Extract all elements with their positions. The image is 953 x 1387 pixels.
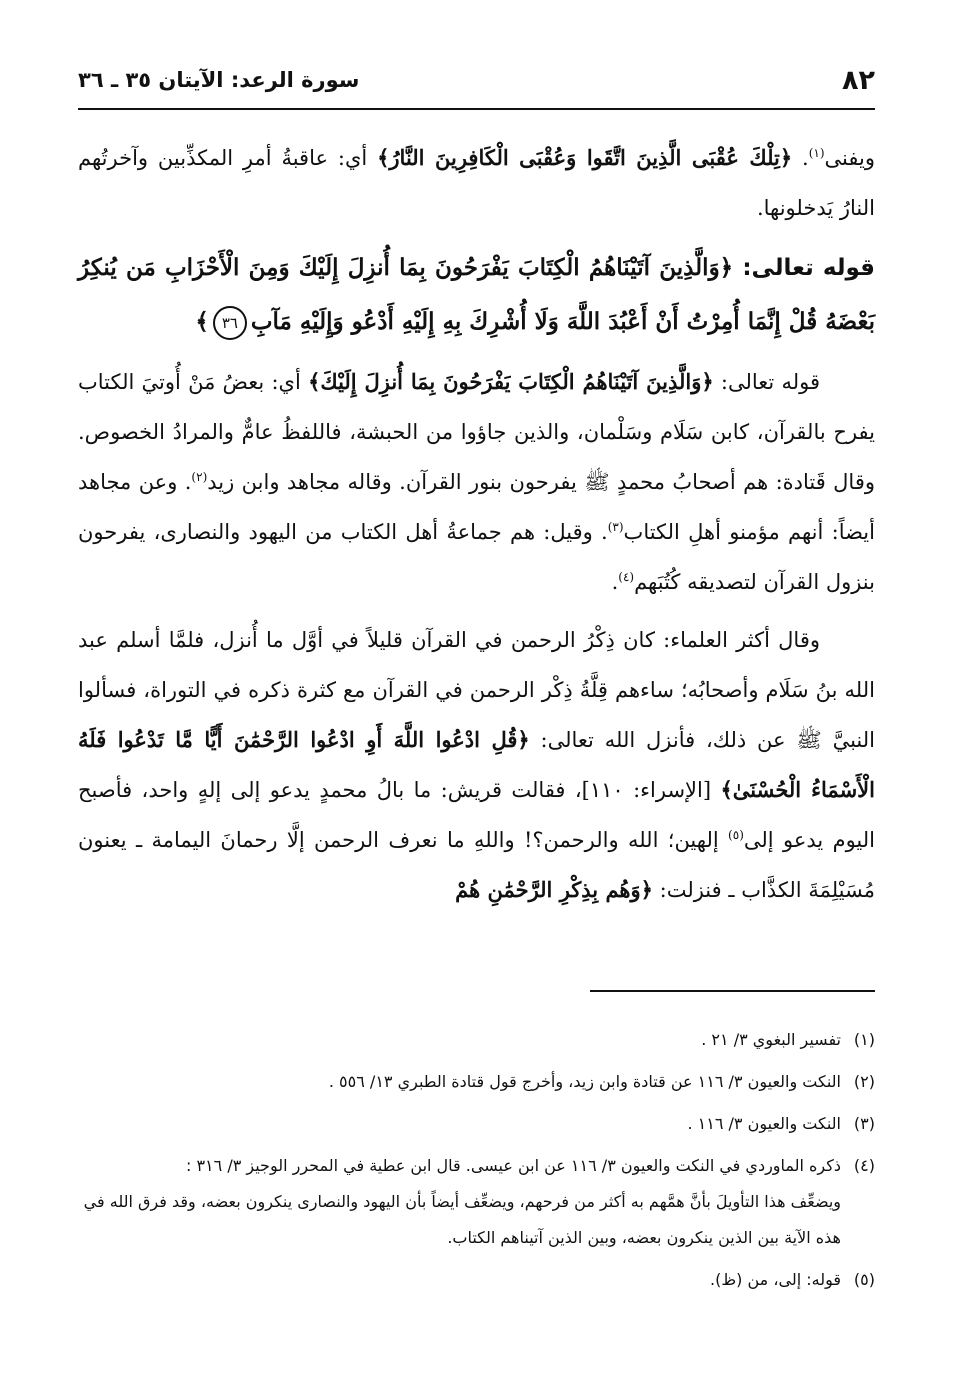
footnote-number: (٤) <box>853 1156 875 1175</box>
footnote-ref-5: (٥) <box>728 828 744 842</box>
header-rule <box>78 108 875 110</box>
verse-lead: قوله تعالى: <box>733 255 875 281</box>
page-header <box>78 56 875 104</box>
footnote-separator <box>590 990 875 992</box>
text-run: أي: بعضُ مَنْ أُوتيَ الكتاب يفرح بالقرآن، كابن سَلَام وسَلْمان، والذين جاؤوا من الحبشة، فاللفظُ عامٌّ والمرادُ الخصوص. وقال قَتادة: هم أصحابُ محمدٍ ﷺ يفرحون بنور القرآن. وقاله مجاهد وابن زيد <box>78 370 875 494</box>
paragraph-2 <box>78 357 875 607</box>
text-run: . <box>792 146 809 170</box>
footnote-1 <box>78 1022 875 1058</box>
footnote-ref-2: (٢) <box>191 470 208 484</box>
text-run: إلهين؛ الله والرحمن؟! واللهِ ما نعرف الرحمن إلَّا رحمانَ اليمامة ـ يعنون مُسَيْلِمَةَ الكذَّاب ـ فنزلت: <box>78 828 875 902</box>
page-number: ٨٢ <box>842 64 875 96</box>
text-run: قوله تعالى: <box>713 370 821 394</box>
footnote-ref-4: (٤) <box>618 570 635 584</box>
verse-block <box>78 241 875 349</box>
text-run: . <box>611 570 619 594</box>
footnote-number: (٣) <box>853 1114 875 1133</box>
paragraph-3 <box>78 615 875 915</box>
paragraph-1 <box>78 133 875 233</box>
footnote-2 <box>78 1064 875 1100</box>
main-text <box>78 133 875 923</box>
verse-text: ﴿وَالَّذِينَ آتَيْنَاهُمُ الْكِتَابَ يَفْرَحُونَ بِمَا أُنزِلَ إِلَيْكَ وَمِنَ الْأَحْزَابِ مَن يُنكِرُ بَعْضَهُ قُلْ إِنَّمَا أُمِرْتُ أَنْ أَعْبُدَ اللَّهَ وَلَا أُشْرِكَ بِهِ إِلَيْهِ أَدْعُو وَإِلَيْهِ مَآبِ <box>78 254 875 335</box>
running-title: سورة الرعد: الآيتان ٣٥ ـ ٣٦ <box>78 68 360 92</box>
footnote-3 <box>78 1106 875 1142</box>
quran-quote: ﴿وَهُم بِذِكْرِ الرَّحْمَٰنِ هُمْ <box>455 877 653 902</box>
quran-quote: ﴿وَالَّذِينَ آتَيْنَاهُمُ الْكِتَابَ يَفْرَحُونَ بِمَا أُنزِلَ إِلَيْكَ﴾ <box>308 369 714 394</box>
text-run: [الإسراء: ١١٠]، فقالت قريش: ما بالُ محمدٍ يدعو إلى إلهٍ واحد، فأصبح اليوم يدعو إلى <box>78 778 875 852</box>
text-run: . وعن مجاهد أيضاً: أنهم مؤمنو أهلِ الكتاب <box>78 470 875 544</box>
text-run: وقال أكثر العلماء: كان ذِكْرُ الرحمن في القرآن قليلاً في أوَّل ما أُنزل، فلمَّا أسلم عبد الله بنُ سَلَام وأصحابُه؛ ساءهم قِلَّةُ ذِكْر الرحمن في القرآن مع كثرة ذكره في التوراة، فسألوا النبيَّ ﷺ عن ذلك، فأنزل الله تعالى: <box>78 628 875 752</box>
footnote-4 <box>78 1148 875 1256</box>
footnote-number: (٢) <box>853 1072 875 1091</box>
footnote-ref-3: (٣) <box>607 520 624 534</box>
footnote-text: تفسير البغوي ٣/ ٢١ . <box>701 1030 841 1049</box>
text-run: ويفنى <box>824 146 875 170</box>
footnote-5 <box>78 1262 875 1298</box>
footnote-continuation: ويضعِّف هذا التأويلَ بأنَّ همَّهم به أكثر من فرحهم، ويضعِّف أيضاً بأن اليهود والنصارى ينكرون بعضه، وقد فرق الله في هذه الآية بين الذين ينكرون بعضه، وبين الذين آتيناهم الكتاب. <box>83 1192 841 1247</box>
footnotes <box>78 1022 875 1304</box>
footnote-number: (١) <box>853 1030 875 1049</box>
footnote-ref-1: (١) <box>808 146 825 160</box>
footnote-text: النكت والعيون ٣/ ١١٦ . <box>687 1114 841 1133</box>
quran-quote: ﴿قُلِ ادْعُوا اللَّهَ أَوِ ادْعُوا الرَّحْمَٰنَ أَيًّا مَّا تَدْعُوا فَلَهُ الْأَسْمَاءُ الْحُسْنَىٰ﴾ <box>78 727 875 802</box>
footnote-text: قوله: إلى، من (ظ). <box>710 1270 841 1289</box>
ayah-number-marker: ٣٦ <box>213 306 247 340</box>
text-run: . وقيل: هم جماعةُ أهل الكتاب من اليهود والنصارى، يفرحون بنزول القرآن لتصديقه كُتُبَهم <box>78 520 875 594</box>
footnote-number: (٥) <box>853 1270 875 1289</box>
text-run: أي: عاقبةُ أمرِ المكذِّبين وآخرتُهم النارُ يَدخلونها. <box>78 146 875 220</box>
footnote-text: ذكره الماوردي في النكت والعيون ٣/ ١١٦ عن ابن عيسى. قال ابن عطية في المحرر الوجيز ٣/ ٣١٦ : <box>185 1156 841 1175</box>
footnote-text: النكت والعيون ٣/ ١١٦ عن قتادة وابن زيد، وأخرج قول قتادة الطبري ١٣/ ٥٥٦ . <box>328 1072 841 1091</box>
verse-close: ﴾ <box>195 308 209 335</box>
quran-quote: ﴿تِلْكَ عُقْبَى الَّذِينَ اتَّقَوا وَعُقْبَى الْكَافِرِينَ النَّارُ﴾ <box>377 145 793 170</box>
